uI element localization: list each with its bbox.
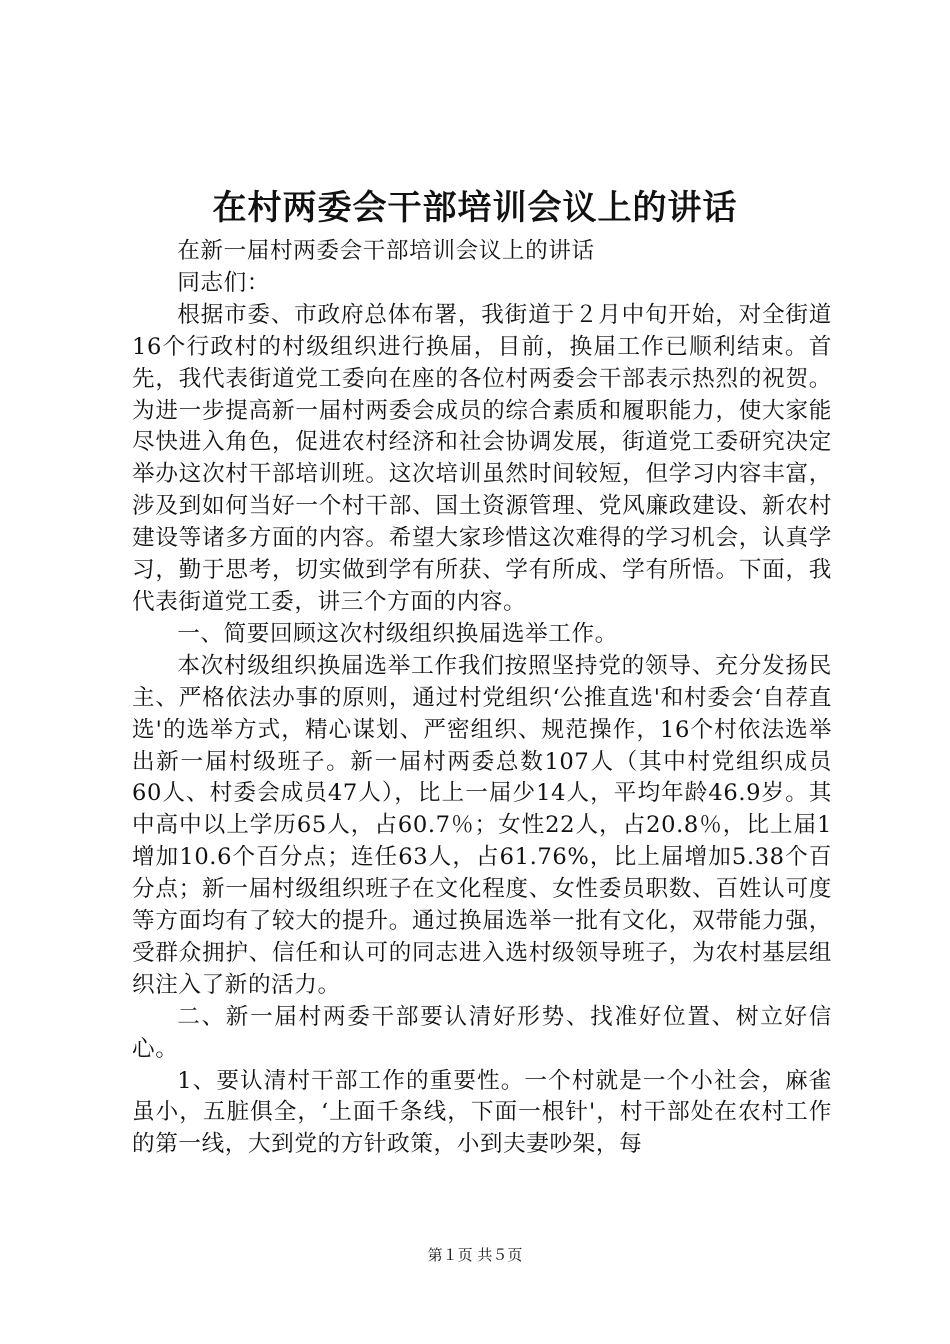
body-paragraph: 根据市委、市政府总体布署，我街道于２月中旬开始，对全街道16个行政村的村级组织进行换届，目前，换届工作已顺利结束。首先，我代表街道党工委向在座的各位村两委会干部表示热烈的祝贺。为进一步提高新一届村两委会成员的综合素质和履职能力，使大家能尽快进入角色，促进农村经济和社会协调发展，街道党工委研究决定举办这次村干部培训班。这次培训虽然时间较短，但学习内容丰富，涉及到如何当好一个村干部、国土资源管理、党风廉政建设、新农村建设等诸多方面的内容。希望大家珍惜这次难得的学习机会，认真学习，勤于思考，切实做到学有所获、学有所成、学有所悟。下面，我代表街道党工委，讲三个方面的内容。 <box>132 301 832 615</box>
section-heading-1: 一、简要回顾这次村级组织换届选举工作。 <box>177 620 618 647</box>
salutation-paragraph: 同志们： <box>177 269 270 296</box>
body-paragraph: 本次村级组织换届选举工作我们按照坚持党的领导、充分发扬民主、严格依法办事的原则，通过村党组织‘公推直选'和村委会‘自荐直选'的选举方式，精心谋划、严密组织、规范操作，16个村依法选举出新一届村级班子。新一届村两委总数107人（其中村党组织成员60人、村委会成员47人），比上一届少14人，平均年龄46.9岁。其中高中以上学历65人，占60.7％；女性22人，占20.8％，比上届1增加10.6个百分点；连任63人，占61.76%，比上届增加5.38个百分点；新一届村级组织班子在文化程度、女性委员职数、百姓认可度等方面均有了较大的提升。通过换届选举一批有文化，双带能力强，受群众拥护、信任和认可的同志进入选村级领导班子，为农村基层组织注入了新的活力。 <box>132 652 832 998</box>
section-heading-2: 二、新一届村两委干部要认清好形势、找准好位置、树立好信心。 <box>132 1003 832 1062</box>
subtitle-paragraph: 在新一届村两委会干部培训会议上的讲话 <box>177 238 595 264</box>
document-body <box>132 236 832 1161</box>
page-footer: 第１页 共５页 <box>427 1246 523 1264</box>
document-title: 在村两委会干部培训会议上的讲话 <box>212 188 738 228</box>
body-paragraph: 1、要认清村干部工作的重要性。一个村就是一个小社会，麻雀虽小，五脏俱全，‘上面千条线，下面一根针'，村干部处在农村工作的第一线，大到党的方针政策，小到夫妻吵架，每 <box>132 1067 832 1158</box>
